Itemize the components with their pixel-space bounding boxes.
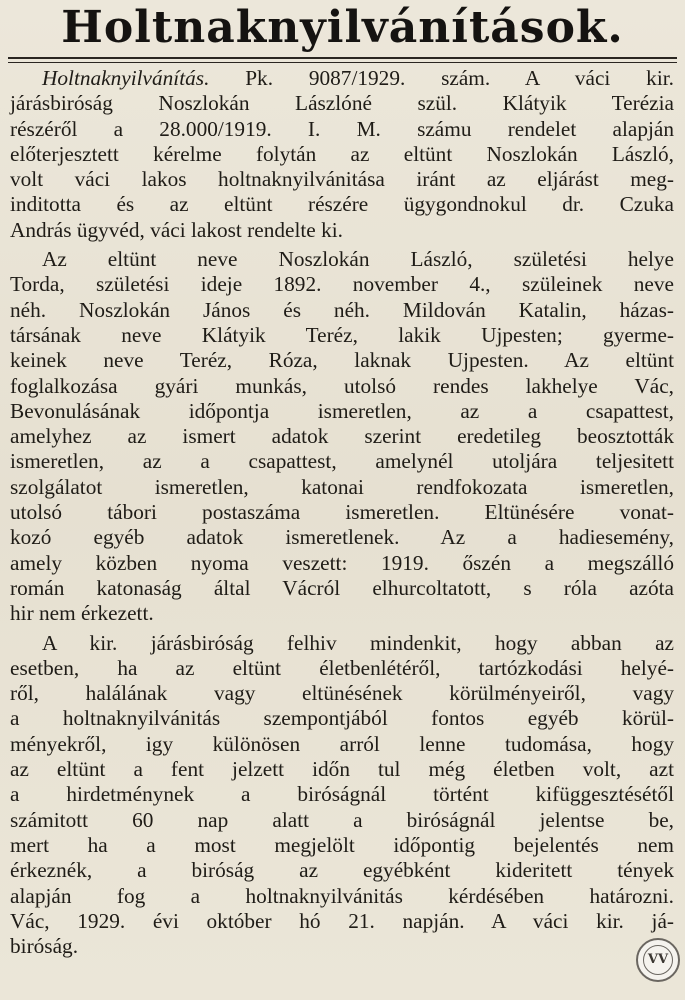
text-line: Az eltünt neve Noszlokán László, születési helye bbox=[42, 247, 674, 272]
text-line: társának neve Klátyik Teréz, lakik Ujpesten; gyerme- bbox=[10, 322, 674, 347]
text-line: érkeznék, a biróság az egyébként kideritett tények bbox=[10, 858, 674, 883]
text-line: Bevonulásának időpontja ismeretlen, az a csapattest, bbox=[10, 398, 674, 423]
paragraphs bbox=[10, 66, 674, 959]
text-line: foglalkozása gyári munkás, utolsó rendes lakhelye Vác, bbox=[10, 373, 674, 398]
paragraph bbox=[10, 247, 674, 626]
text-line: amely közben nyoma veszett: 1919. őszén a megszálló bbox=[10, 550, 674, 575]
text-line: hir nem érkezett. bbox=[10, 601, 154, 626]
text-line: román katonaság által Vácról elhurcoltatott, s róla azóta bbox=[10, 575, 674, 600]
text-line: kozó egyéb adatok ismeretlenek. Az a hadiesemény, bbox=[10, 525, 674, 550]
text-line: esetben, ha az eltünt életbenlétéről, tartózkodási helyé- bbox=[10, 655, 674, 680]
stamp-label: VV bbox=[643, 945, 673, 975]
page-title: Holtnaknyilvánítások. bbox=[61, 2, 624, 53]
text-line: az eltünt a fent jelzett időn tul még életben volt, azt bbox=[10, 757, 674, 782]
text-line: Vác, 1929. évi október hó 21. napján. A váci kir. já- bbox=[10, 908, 674, 933]
text-line: volt váci lakos holtnaknyilvánitása iránt az eljárást meg- bbox=[10, 167, 674, 192]
text-line: ismeretlen, az a csapattest, amelynél utoljára teljesitett bbox=[10, 449, 674, 474]
text-line: alapján fog a holtnaknyilvánitás kérdésében határozni. bbox=[10, 883, 674, 908]
text-line: előterjesztett kérelme folytán az eltünt Noszlokán László, bbox=[10, 141, 674, 166]
library-stamp-icon bbox=[636, 938, 680, 982]
text-line: A kir. járásbiróság felhiv mindenkit, hogy abban az bbox=[42, 630, 674, 655]
text-line: Holtnaknyilvánítás. Pk. 9087/1929. szám. A váci kir. bbox=[42, 66, 674, 90]
text-line: amelyhez az ismert adatok szerint eredetileg beosztották bbox=[10, 424, 674, 449]
paragraph bbox=[10, 631, 674, 960]
text-line: járásbiróság Noszlokán Lászlóné szül. Klátyik Terézia bbox=[10, 91, 674, 116]
text-line: néh. Noszlokán János és néh. Mildován Katalin, házas- bbox=[10, 297, 674, 322]
text-line: mert ha a most megjelölt időpontig bejelentés nem bbox=[10, 832, 674, 857]
text-line: a hirdetménynek a biróságnál történt kifüggesztésétől bbox=[10, 782, 674, 807]
text-line: András ügyvéd, váci lakost rendelte ki. bbox=[10, 217, 343, 242]
text-line: inditotta és az eltünt részére ügygondnokul dr. Czuka bbox=[10, 192, 674, 217]
text-line: keinek neve Teréz, Róza, laknak Ujpesten. Az eltünt bbox=[10, 348, 674, 373]
title-rule-thick bbox=[8, 57, 677, 59]
text-line: ről, halálának vagy eltünésének körülményeiről, vagy bbox=[10, 681, 674, 706]
text-line: részéről a 28.000/1919. I. M. számu rendelet alapján bbox=[10, 116, 674, 141]
title-rule-thin bbox=[8, 62, 677, 63]
text-line: szolgálatot ismeretlen, katonai rendfokozata ismeretlen, bbox=[10, 474, 674, 499]
text-line: a holtnaknyilvánitás szempontjából fontos egyéb körül- bbox=[10, 706, 674, 731]
text-line: Torda, születési ideje 1892. november 4., szüleinek neve bbox=[10, 272, 674, 297]
text-line: utolsó tábori postaszáma ismeretlen. Eltünésére vonat- bbox=[10, 500, 674, 525]
article-body bbox=[10, 66, 674, 959]
text-line: számitott 60 nap alatt a biróságnál jelentse be, bbox=[10, 807, 674, 832]
text-line: biróság. bbox=[10, 934, 79, 959]
paragraph bbox=[10, 66, 674, 243]
text-line: ményekről, igy különösen arról lenne tudomása, hogy bbox=[10, 731, 674, 756]
